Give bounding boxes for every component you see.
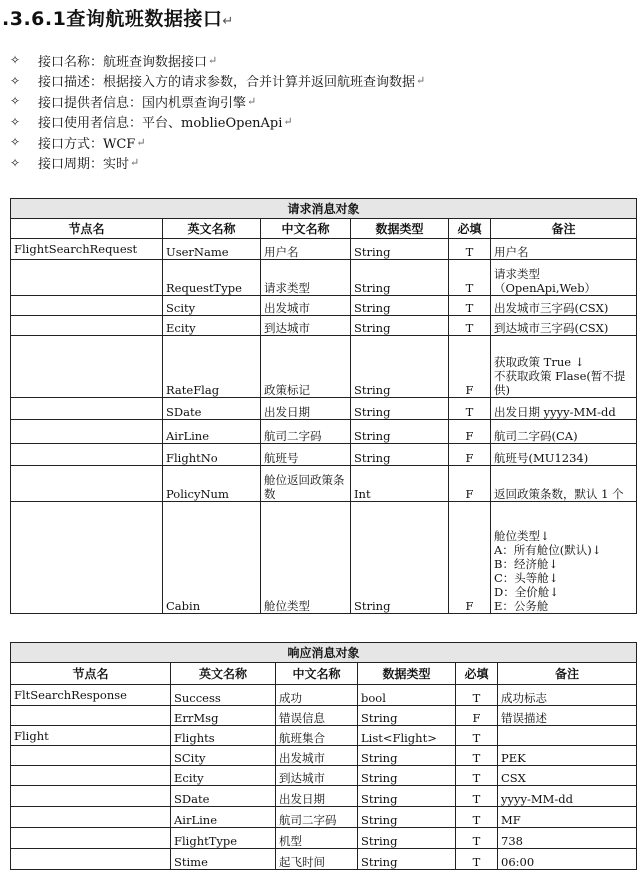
diamond-bullet-icon: ✧: [10, 94, 21, 109]
list-item: ✧ 接口使用者信息：平台、moblieOpenApi ↵: [10, 114, 293, 132]
table-cell-req: T: [456, 786, 498, 807]
diamond-bullet-icon: ✧: [10, 73, 21, 88]
table-cell-en: RequestType: [163, 260, 261, 296]
table-cell-cn: 到达城市: [276, 766, 358, 786]
request-message-table: [10, 198, 637, 614]
table-row: [11, 260, 637, 296]
column-header: 备注: [498, 663, 637, 685]
table-cell-en: Stime: [171, 849, 276, 870]
table-cell-note: 返回政策条数，默认 1 个: [491, 466, 637, 502]
table-cell-cn: 航班集合: [276, 726, 358, 746]
table-cell-req: T: [456, 849, 498, 870]
table-cell-req: T: [456, 746, 498, 766]
column-header: 英文名称: [163, 219, 261, 239]
table-cell-note: 航司二字码(CA): [491, 420, 637, 444]
table-cell-req: T: [456, 685, 498, 706]
column-header: 节点名: [11, 219, 163, 239]
table-cell-req: T: [449, 316, 491, 336]
table-cell-req: T: [449, 260, 491, 296]
table-cell-cn: 成功: [276, 685, 358, 706]
table-cell-req: T: [449, 296, 491, 316]
table-cell-node: [11, 766, 171, 786]
diamond-bullet-icon: ✧: [10, 53, 21, 68]
table-cell-type: String: [358, 807, 456, 828]
table-cell-en: RateFlag: [163, 336, 261, 398]
table-cell-en: Cabin: [163, 502, 261, 614]
table-cell-type: String: [358, 706, 456, 726]
table-row: [11, 849, 637, 870]
table-cell-en: Success: [171, 685, 276, 706]
list-item: ✧ 接口提供者信息：国内机票查询引擎 ↵: [10, 94, 257, 111]
table-cell-req: F: [456, 706, 498, 726]
column-header: 中文名称: [261, 219, 351, 239]
table-cell-node: [11, 786, 171, 807]
table-row: [11, 316, 637, 336]
table-cell-req: F: [449, 420, 491, 444]
table-cell-en: Ecity: [171, 766, 276, 786]
table-cell-note: 成功标志: [498, 685, 637, 706]
table-cell-en: Scity: [163, 296, 261, 316]
table-cell-note: PEK: [498, 746, 637, 766]
table-cell-type: String: [351, 316, 449, 336]
table-cell-note: 舱位类型↓ A：所有舱位(默认)↓ B：经济舱↓ C：头等舱↓ D：全价舱↓ E：公务舱: [491, 502, 637, 614]
table-cell-en: SDate: [171, 786, 276, 807]
table-cell-cn: 舱位返回政策条数: [261, 466, 351, 502]
table-cell-node: [11, 466, 163, 502]
table-cell-type: List<Flight>: [358, 726, 456, 746]
table-cell-type: String: [351, 444, 449, 466]
paragraph-mark-icon: ↵: [208, 53, 218, 67]
paragraph-mark-icon: ↵: [283, 115, 293, 129]
table-row: [11, 766, 637, 786]
table-row: [11, 685, 637, 706]
table-row: [11, 336, 637, 398]
column-header: 数据类型: [358, 663, 456, 685]
table-cell-type: String: [351, 239, 449, 260]
table-row: [11, 807, 637, 828]
table-cell-cn: 出发城市: [276, 746, 358, 766]
column-header: 备注: [491, 219, 637, 239]
table-cell-type: String: [351, 502, 449, 614]
table-cell-note: 出发日期 yyyy-MM-dd: [491, 398, 637, 420]
column-header: 中文名称: [276, 663, 358, 685]
table-cell-req: T: [456, 766, 498, 786]
table-cell-type: String: [358, 786, 456, 807]
column-header: 必填: [456, 663, 498, 685]
interface-info-list: [10, 50, 425, 173]
table-cell-note: 用户名: [491, 239, 637, 260]
diamond-bullet-icon: ✧: [10, 114, 21, 129]
table-cell-type: String: [351, 260, 449, 296]
table-cell-note: CSX: [498, 766, 637, 786]
table-cell-cn: 起飞时间: [276, 849, 358, 870]
column-header: 数据类型: [351, 219, 449, 239]
column-header: 节点名: [11, 663, 171, 685]
table-cell-cn: 请求类型: [261, 260, 351, 296]
table-cell-en: SDate: [163, 398, 261, 420]
table-cell-cn: 出发日期: [261, 398, 351, 420]
table-cell-en: FlightNo: [163, 444, 261, 466]
table-cell-node: [11, 706, 171, 726]
table-cell-req: F: [449, 336, 491, 398]
table-cell-cn: 航司二字码: [276, 807, 358, 828]
table-row: [11, 502, 637, 614]
paragraph-mark-icon: ↵: [136, 135, 146, 149]
table-cell-en: PolicyNum: [163, 466, 261, 502]
response-message-table: [10, 642, 637, 870]
table-cell-node: [11, 336, 163, 398]
diamond-bullet-icon: ✧: [10, 135, 21, 150]
table-cell-node: [11, 502, 163, 614]
table-cell-note: yyyy-MM-dd: [498, 786, 637, 807]
table-header-row: [11, 663, 637, 685]
table-cell-node: [11, 746, 171, 766]
table-cell-cn: 出发城市: [261, 296, 351, 316]
table-cell-node: [11, 260, 163, 296]
table-cell-node: [11, 316, 163, 336]
table-cell-en: ErrMsg: [171, 706, 276, 726]
table-cell-note: 到达城市三字码(CSX): [491, 316, 637, 336]
table-row: [11, 296, 637, 316]
paragraph-mark-icon: ↵: [247, 94, 257, 108]
paragraph-mark-icon: ↵: [416, 74, 426, 88]
table-cell-type: String: [351, 420, 449, 444]
table-cell-req: F: [449, 444, 491, 466]
table-cell-node: Flight: [11, 726, 171, 746]
list-item: ✧ 接口名称：航班查询数据接口 ↵: [10, 53, 218, 70]
column-header: 必填: [449, 219, 491, 239]
table-cell-type: String: [351, 336, 449, 398]
table-cell-en: AirLine: [171, 807, 276, 828]
table-cell-cn: 航班号: [261, 444, 351, 466]
table-cell-cn: 政策标记: [261, 336, 351, 398]
table-cell-type: String: [358, 746, 456, 766]
table-cell-cn: 出发日期: [276, 786, 358, 807]
table-cell-req: T: [456, 726, 498, 746]
table-cell-note: [498, 726, 637, 746]
table-cell-note: 06:00: [498, 849, 637, 870]
table-row: [11, 726, 637, 746]
table-cell-note: 出发城市三字码(CSX): [491, 296, 637, 316]
table-cell-cn: 航司二字码: [261, 420, 351, 444]
table-cell-node: [11, 444, 163, 466]
table-cell-req: T: [449, 398, 491, 420]
table-cell-cn: 舱位类型: [261, 502, 351, 614]
table-row: [11, 398, 637, 420]
table-row: [11, 746, 637, 766]
table-cell-en: AirLine: [163, 420, 261, 444]
list-item: ✧ 接口描述：根据接入方的请求参数，合并计算并返回航班查询数据 ↵: [10, 73, 426, 91]
table-cell-req: F: [449, 466, 491, 502]
table-caption: 请求消息对象: [11, 199, 637, 219]
table-cell-type: String: [351, 398, 449, 420]
table-cell-en: Ecity: [163, 316, 261, 336]
table-cell-req: T: [449, 239, 491, 260]
table-cell-req: F: [449, 502, 491, 614]
list-item: ✧ 接口周期：实时 ↵: [10, 155, 140, 173]
table-cell-node: [11, 807, 171, 828]
table-row: [11, 466, 637, 502]
table-header-row: [11, 219, 637, 239]
paragraph-mark-icon: ↵: [130, 156, 140, 170]
table-row: [11, 444, 637, 466]
table-cell-note: 错误描述: [498, 706, 637, 726]
table-cell-note: 航班号(MU1234): [491, 444, 637, 466]
table-cell-req: T: [456, 828, 498, 849]
table-cell-type: String: [351, 296, 449, 316]
table-row: [11, 706, 637, 726]
table-row: [11, 828, 637, 849]
table-cell-note: 738: [498, 828, 637, 849]
table-cell-note: 获取政策 True ↓ 不获取政策 Flase(暂不提供): [491, 336, 637, 398]
table-cell-node: [11, 849, 171, 870]
table-cell-en: SCity: [171, 746, 276, 766]
table-cell-node: [11, 398, 163, 420]
table-cell-cn: 机型: [276, 828, 358, 849]
table-cell-type: String: [358, 766, 456, 786]
table-cell-node: FltSearchResponse: [11, 685, 171, 706]
table-cell-note: 请求类型 （OpenApi,Web）: [491, 260, 637, 296]
table-cell-en: UserName: [163, 239, 261, 260]
table-caption: 响应消息对象: [11, 643, 637, 663]
diamond-bullet-icon: ✧: [10, 155, 21, 170]
table-cell-cn: 错误信息: [276, 706, 358, 726]
table-cell-type: bool: [358, 685, 456, 706]
table-cell-en: FlightType: [171, 828, 276, 849]
table-cell-type: Int: [351, 466, 449, 502]
list-item: ✧ 接口方式：WCF ↵: [10, 135, 146, 152]
table-cell-en: Flights: [171, 726, 276, 746]
table-cell-cn: 用户名: [261, 239, 351, 260]
table-cell-type: String: [358, 828, 456, 849]
table-cell-node: [11, 420, 163, 444]
column-header: 英文名称: [171, 663, 276, 685]
table-row: [11, 239, 637, 260]
table-row: [11, 786, 637, 807]
table-cell-node: [11, 296, 163, 316]
table-row: [11, 420, 637, 444]
section-title: .3.6.1查询航班数据接口↵: [2, 8, 234, 30]
table-cell-cn: 到达城市: [261, 316, 351, 336]
table-cell-note: MF: [498, 807, 637, 828]
paragraph-mark-icon: ↵: [222, 14, 234, 29]
table-cell-type: String: [358, 849, 456, 870]
table-cell-node: FlightSearchRequest: [11, 239, 163, 260]
table-cell-req: T: [456, 807, 498, 828]
table-cell-node: [11, 828, 171, 849]
